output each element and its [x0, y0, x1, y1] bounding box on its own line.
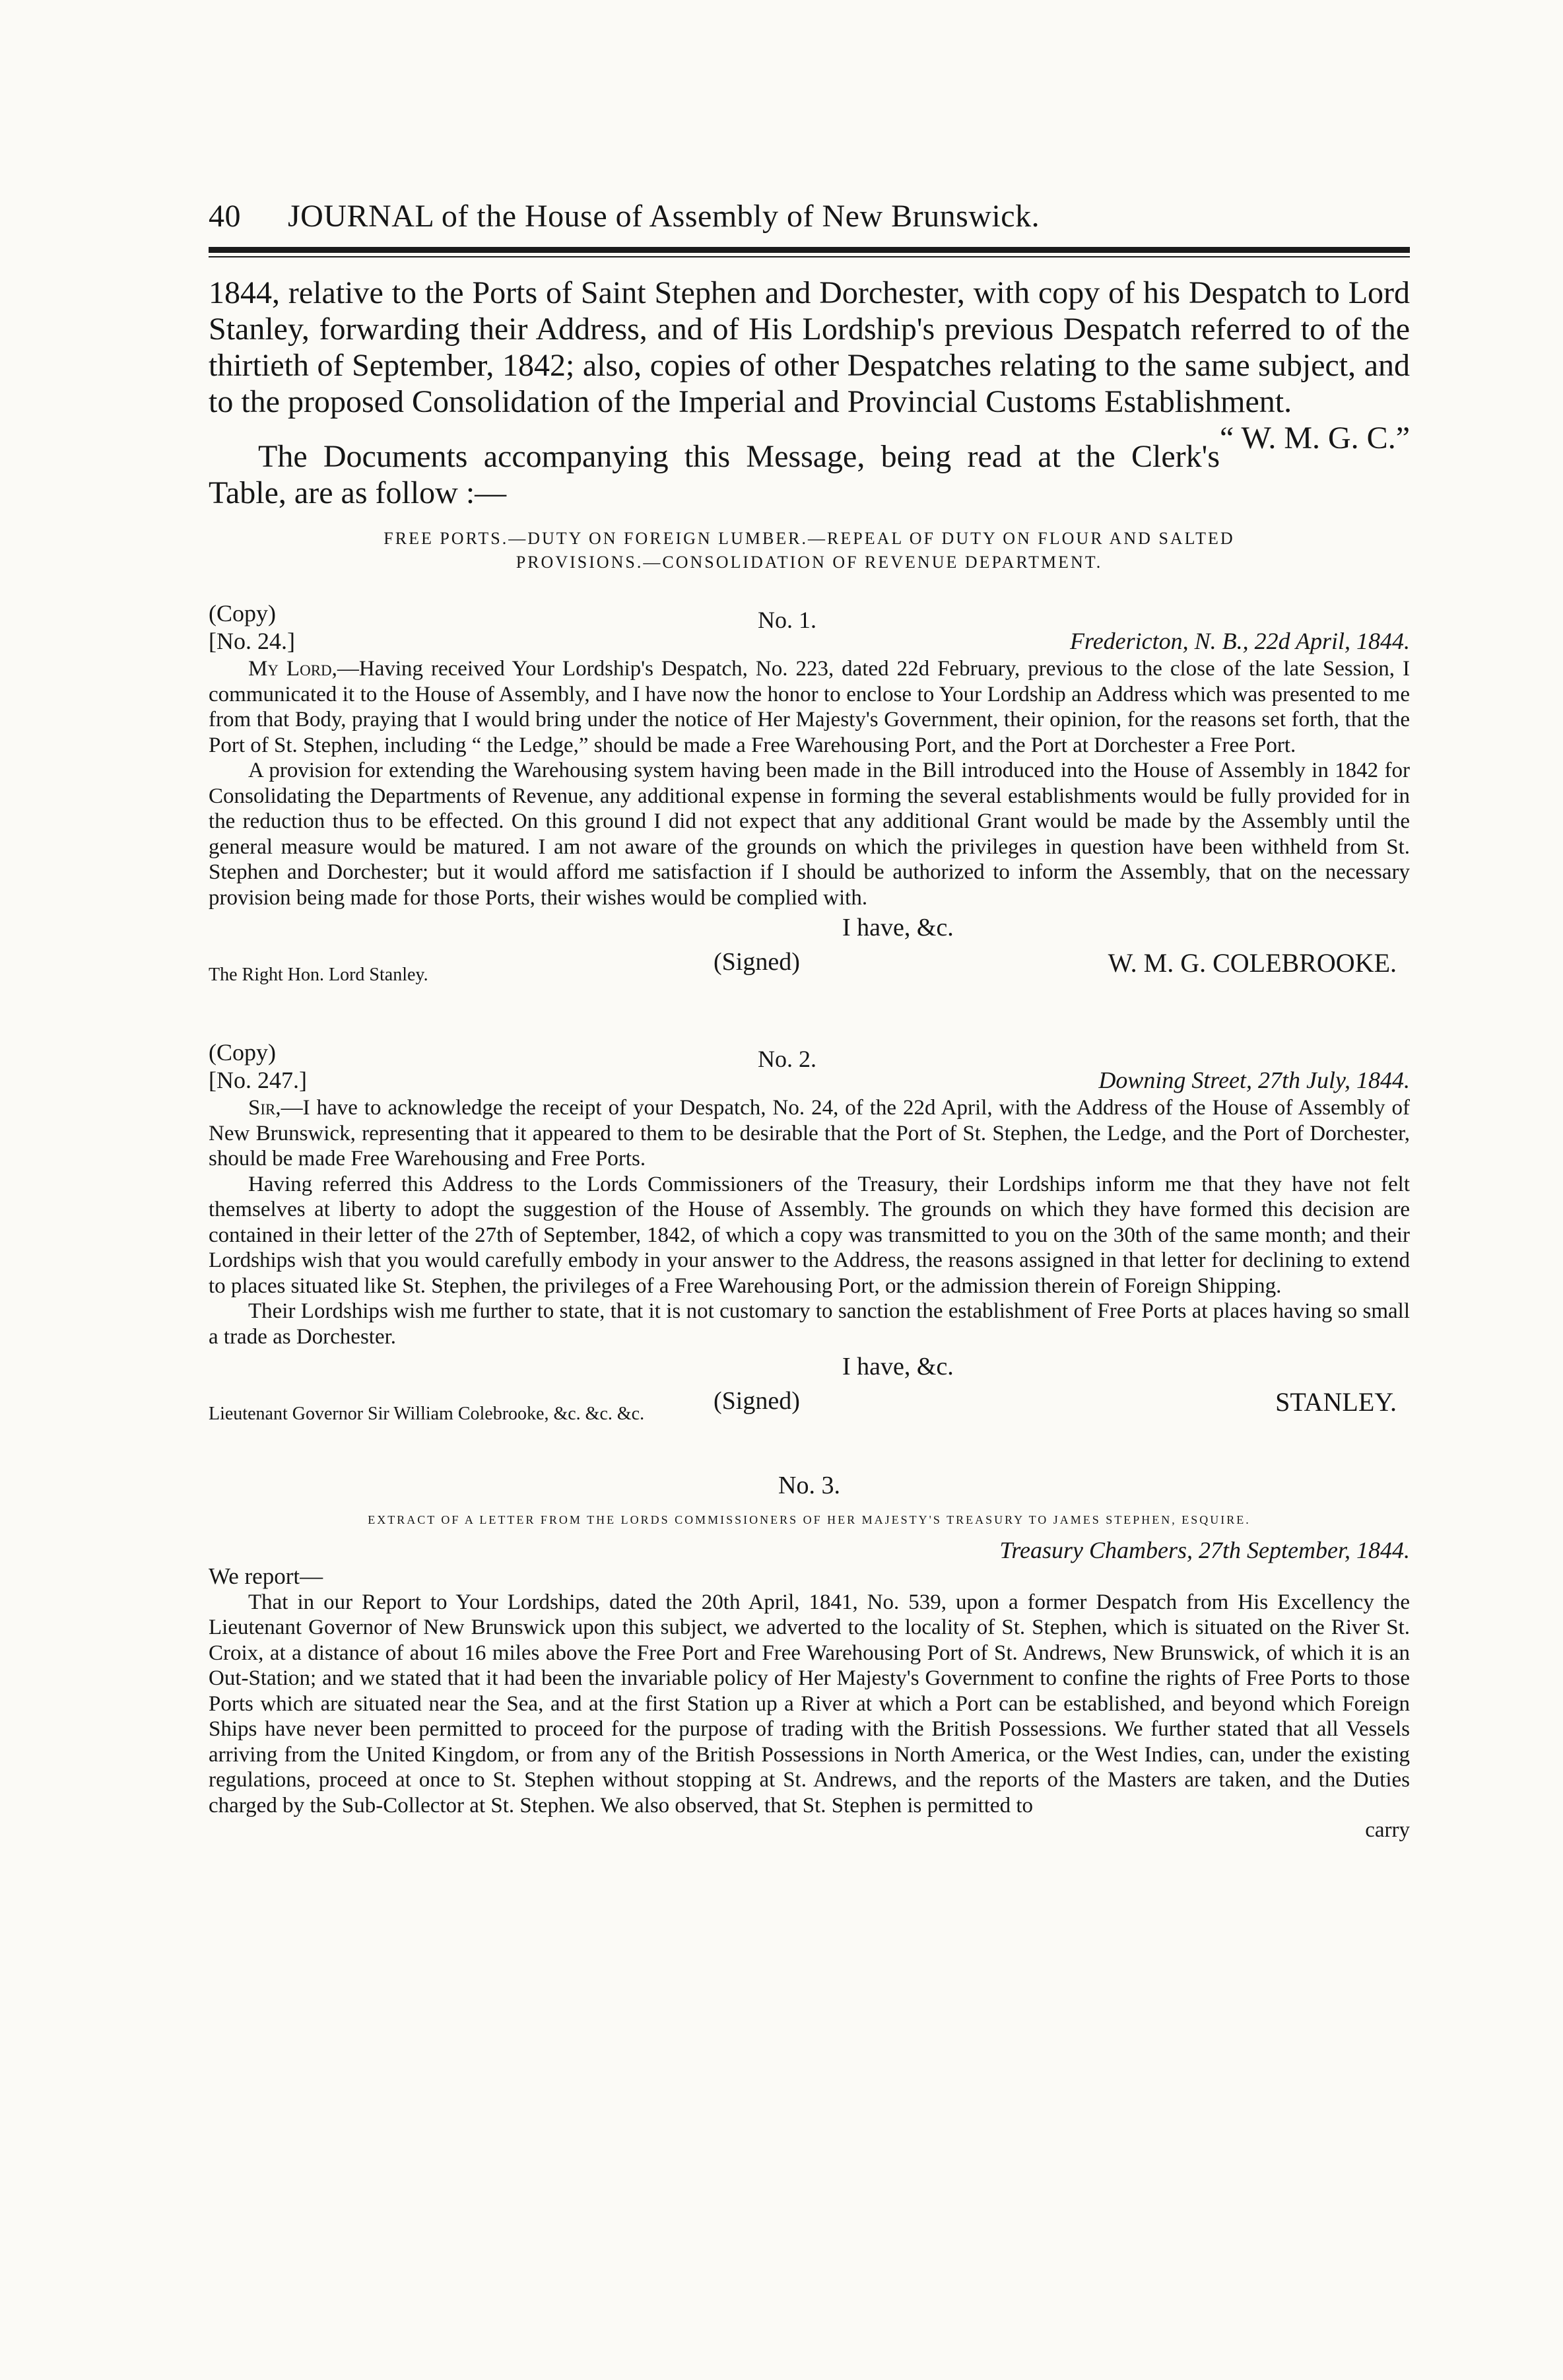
document-date: Downing Street, 27th July, 1844. [1098, 1067, 1410, 1093]
signer-name: STANLEY. [1275, 1387, 1397, 1417]
document-date: Fredericton, N. B., 22d April, 1844. [1070, 628, 1410, 654]
report-opening: We report— [209, 1563, 323, 1589]
closing-phrase: I have, &c. [842, 1353, 954, 1380]
header-rule [209, 247, 1410, 253]
copy-label: (Copy) [209, 600, 276, 627]
documents-intro: The Documents accompanying this Message, being read at the Clerk's Table, are as follow :— [209, 439, 1220, 510]
signed-label: (Signed) [714, 1387, 800, 1415]
document-2-closing [209, 1349, 1410, 1423]
lead-paragraph [209, 275, 1410, 456]
document-1-paragraph: My Lord,—Having received Your Lordship's Despatch, No. 223, dated 22d February, previous to the close of the late Session, I communicated it to the House of Assembly, and I have now the honor to enclose to Your Lordship an Address which was presented to me from that Body, praying that I would bring under the notice of Her Majesty's Government, their opinion, for the reasons set forth, that the Port of St. Stephen, including “ the Ledge,” should be made a Free Warehousing Port, and the Port at Dorchester a Free Port. [209, 657, 1410, 757]
journal-page [209, 198, 1410, 1843]
page-number: 40 [209, 199, 241, 234]
document-number: No. 1. [758, 607, 816, 633]
closing-phrase: I have, &c. [842, 914, 954, 941]
signed-label: (Signed) [714, 948, 800, 976]
topic-line-2: PROVISIONS.—CONSOLIDATION OF REVENUE DEPARTMENT. [515, 553, 1103, 572]
signer-name: W. M. G. COLEBROOKE. [1108, 948, 1397, 978]
catchword: carry [1365, 1818, 1410, 1842]
running-header [209, 198, 1410, 238]
document-date: Treasury Chambers, 27th September, 1844. [999, 1537, 1410, 1563]
header-rule-thin [209, 256, 1410, 257]
lead-text: 1844, relative to the Ports of Saint Stephen and Dorchester, with copy of his Despatch to Lord Stanley, forwarding their Address, and of His Lordship's previous Despatch referred to of the thirtieth of September, 1842; also, copies of other Despatches relating to the same subject, and to the proposed Consolidation of the Imperial and Provincial Customs Establishment. [209, 275, 1410, 419]
document-2-paragraph: Sir,—I have to acknowledge the receipt of your Despatch, No. 24, of the 22d April, with the Address of the House of Assembly of New Brunswick, representing that it appeared to them to be desirable that the Port of St. Stephen, the Ledge, and the Port of Dorchester, should be made Free Warehousing and Free Ports. [209, 1096, 1410, 1171]
addressee: Lieutenant Governor Sir William Colebrooke, &c. &c. &c. [209, 1404, 645, 1424]
document-2-paragraph: Their Lordships wish me further to state, that it is not customary to sanction the establishment of Free Ports at places having so small a trade as Dorchester. [209, 1299, 1410, 1349]
salutation: My Lord, [248, 657, 337, 681]
topic-line-1: FREE PORTS.—DUTY ON FOREIGN LUMBER.—REPEAL OF DUTY ON FLOUR AND SALTED [383, 529, 1235, 548]
lead-signature: “ W. M. G. C.” [1220, 421, 1410, 456]
copy-label: (Copy) [209, 1039, 276, 1066]
addressee: The Right Hon. Lord Stanley. [209, 965, 428, 985]
document-number: No. 3. [778, 1472, 840, 1499]
document-2-header [209, 1038, 1410, 1095]
salutation: Sir, [248, 1096, 281, 1120]
despatch-ref: [No. 24.] [209, 628, 295, 654]
document-1-header [209, 599, 1410, 656]
document-3 [209, 1471, 1410, 1843]
journal-title: JOURNAL of the House of Assembly of New Brunswick. [288, 199, 1040, 234]
topic-heading [209, 527, 1410, 574]
document-3-paragraph: That in our Report to Your Lordships, dated the 20th April, 1841, No. 539, upon a former Despatch from His Excellency the Lieutenant Governor of New Brunswick upon this subject, we adverted to the locality of St. Stephen, which is situated on the River St. Croix, at a distance of about 16 miles above the Free Port and Free Warehousing Port of St. Andrews, New Brunswick, of which it is an Out-Station; and we stated that it had been the invariable policy of Her Majesty's Government to confine the rights of Free Ports to those Ports which are situated near the Sea, and at the first Station up a River at which a Port can be established, and beyond which Foreign Ships have never been permitted to proceed for the purpose of trading with the British Possessions. We further stated that all Vessels arriving from the United Kingdom, or from any of the British Possessions in North America, or the West Indies, can, under the existing regulations, proceed at once to St. Stephen without stopping at St. Andrews, and the reports of the Masters are taken, and the Duties charged by the Sub-Collector at St. Stephen. We also observed, that St. Stephen is permitted to [209, 1590, 1410, 1818]
extract-heading: EXTRACT OF A LETTER FROM THE LORDS COMMISSIONERS OF HER MAJESTY'S TREASURY TO JAMES STEPHEN, ESQUIRE. [368, 1513, 1251, 1526]
document-2-paragraph: Having referred this Address to the Lords Commissioners of the Treasury, their Lordships inform me that they have not felt themselves at liberty to adopt the suggestion of the House of Assembly. The grounds on which they have formed this decision are contained in their letter of the 27th of September, 1842, of which a copy was transmitted to you on the 30th of the same month; and their Lordships wish that you would carefully embody in your answer to the Address, the reasons assigned in that letter for declining to extend to places situated like St. Stephen, the privileges of a Free Warehousing Port, or the admission therein of Foreign Shipping. [209, 1172, 1410, 1298]
despatch-ref: [No. 247.] [209, 1067, 307, 1093]
document-1-closing [209, 910, 1410, 984]
document-1 [209, 599, 1410, 986]
document-2 [209, 1038, 1410, 1425]
document-1-paragraph: A provision for extending the Warehousing system having been made in the Bill introduced into the House of Assembly in 1842 for Consolidating the Departments of Revenue, any additional expense in forming the several establishments would be fully provided for in the reduction thus to be effected. On this ground I did not expect that any additional Grant would be made by the Assembly until the general measure would be matured. I am not aware of the grounds on which the privileges in question have been withheld from St. Stephen and Dorchester; but it would afford me satisfaction if I should be authorized to inform the Assembly, that on the necessary provision being made for those Ports, their wishes would be complied with. [209, 759, 1410, 910]
document-number: No. 2. [758, 1046, 816, 1072]
